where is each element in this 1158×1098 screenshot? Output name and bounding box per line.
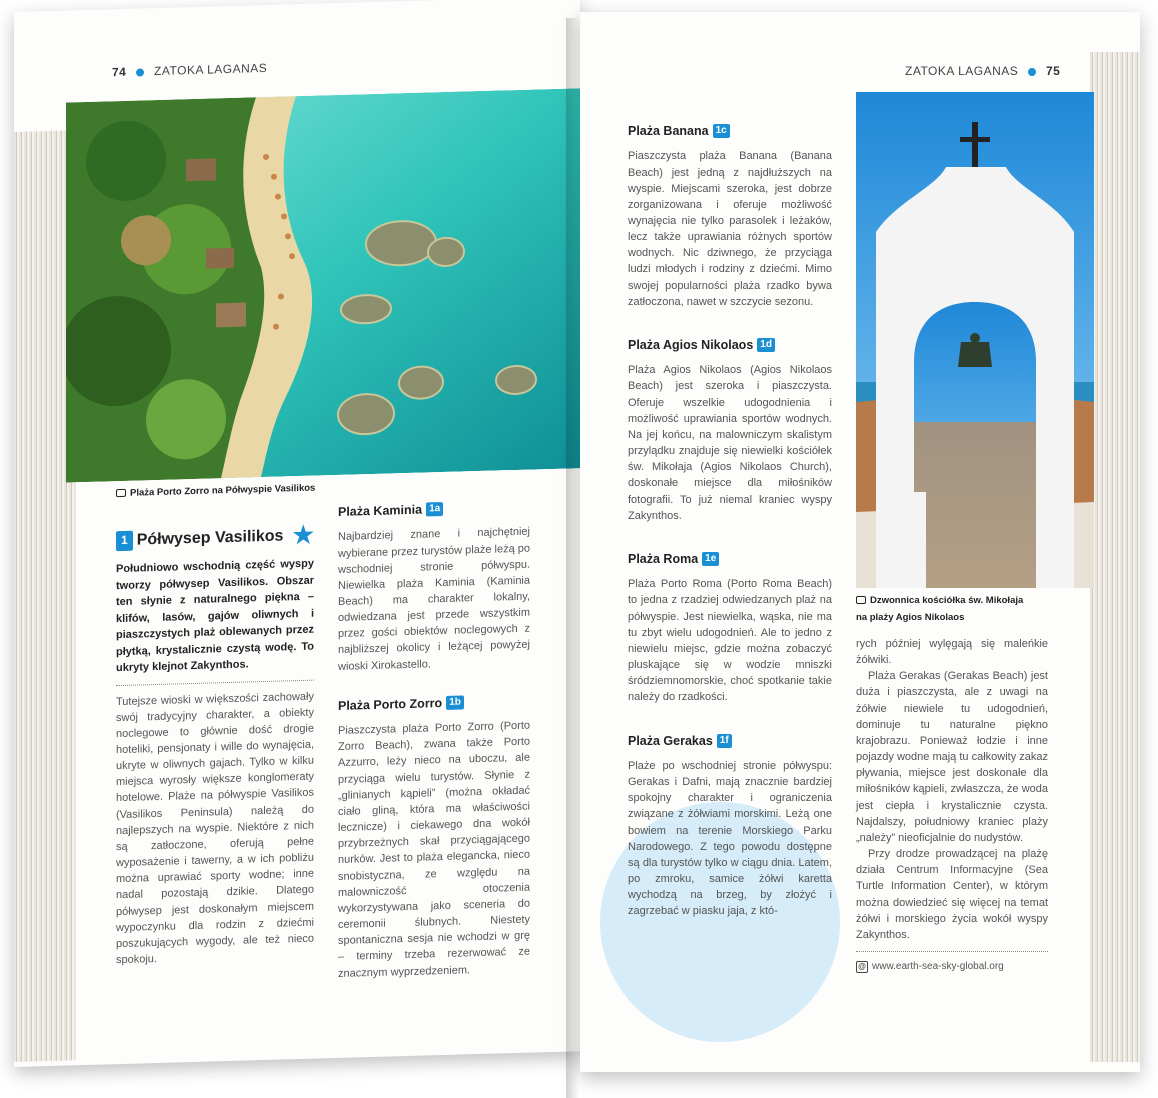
roma-heading — [628, 550, 832, 568]
aerial-beach-photo — [66, 88, 580, 482]
gerakas-title: Plaża Gerakas — [628, 733, 713, 748]
dotted-divider — [116, 679, 314, 686]
porto-zorro-body: Piaszczysta plaża Porto Zorro (Porto Zorro Beach), zwana także Porto Azzurro, leży nieco na uboczu, ale przyciąga wielu turystów. Słynie z „glinianych kąpieli” (można okładać ciało gliną, która ma właściwości lecznicze) i ciekawego dna wokół przybrzeżnych skał przyciągającego nurków. Jest to plaża elegancka, nieco snobistyczna, ze względu na malowniczość otoczenia wykorzystywana jako sceneria do ceremonii ślubnych. Niestety spontaniczna sesja nie wchodzi w grę – terminy trzeba rezerwować ze znacznym wyprzedzeniem. — [338, 719, 530, 980]
gerakas-badge: 1f — [717, 734, 732, 748]
turtle-center-text: Przy drodze prowadzącej na plażę działa Centrum Informacyjne (Sea Turtle Information Center), w którym można dowiedzieć się więcej na temat żółwi i morskiego życia wokół wyspy Zakynthos. — [856, 848, 1048, 941]
section-title-left: ZATOKA LAGANAS — [154, 60, 268, 79]
caption-text: Plaża Porto Zorro na Półwyspie Vasilikos — [130, 482, 316, 499]
header-dot-icon — [1028, 68, 1036, 76]
roma-body: Plaża Porto Roma (Porto Roma Beach) to jedna z rzadziej odwiedzanych plaż na półwyspie. Jest niewielka, wąska, nie ma tu zbyt wielu udogodnień. Ale to jedno z niewielu miejsc, gdzie można zobaczyć pluskające się w wodzie mniszki śródziemnomorskie, choć spotkanie takie należy do rzadkości. — [628, 578, 832, 704]
page-number-left: 74 — [112, 64, 127, 80]
agios-nikolaos-badge: 1d — [757, 338, 775, 352]
page-edges-right — [1090, 52, 1140, 1062]
vasilikos-heading — [116, 521, 314, 554]
bell-tower-photo — [856, 92, 1094, 588]
caption-line-2: na plaży Agios Nikolaos — [856, 612, 965, 624]
roma-badge: 1e — [702, 552, 719, 566]
right-page — [580, 12, 1140, 1072]
porto-zorro-badge: 1b — [446, 695, 464, 709]
bell-tower-illustration — [856, 92, 1094, 588]
star-icon: ★ — [292, 521, 314, 550]
aerial-beach-illustration — [66, 88, 580, 482]
agios-nikolaos-title: Plaża Agios Nikolaos — [628, 337, 754, 352]
left-photo-caption — [116, 482, 315, 501]
website-line — [856, 960, 1048, 975]
section-title-right: ZATOKA LAGANAS — [905, 64, 1019, 78]
banana-body: Piaszczysta plaża Banana (Banana Beach) jest jedną z najdłuższych na wyspie. Miejscami szeroka, jest dobrze zorganizowana i oferuje możliwość wynajęcia nie tylko parasolek i leżaków, lecz także uprawiania różnych sportów wodnych. Nic dziwnego, że przyciąga ludzi młodych i rodziny z dziećmi. Mimo swojej popularności plaża rzadko bywa zatłoczona, nawet w szczycie sezonu. — [628, 150, 832, 308]
right-page-header — [905, 64, 1060, 78]
kaminia-heading — [338, 498, 530, 522]
left-page-header — [112, 61, 267, 79]
porto-zorro-heading — [338, 691, 530, 715]
dotted-divider — [856, 951, 1048, 952]
right-column-1 — [628, 122, 832, 919]
roma-title: Plaża Roma — [628, 551, 699, 566]
kaminia-badge: 1a — [426, 502, 443, 516]
left-page — [14, 0, 580, 1067]
left-column-2 — [338, 498, 530, 982]
vasilikos-body: Tutejsze wioski w większości zachowały swój tradycyjny charakter, a obiekty noclegowe to głównie dość drogie hoteliki, pensjonaty i wille do wynajęcia, ukryte w oliwnych gajach. Tylko w kilku miejsca wyrosły większe konglomeraty hotelowe. Plaże na półwyspie Vasilikos (Vasilikos Peninsula) należą do najlepszych na wyspie. Niektóre z nich są zatłoczone, oferują pełne wyposażenie i tawerny, a w ich pobliżu można uprawiać sporty wodne; inne nadal pozostają dzikie. Dlatego półwysep jest doskonałym miejscem wypoczynku dla rodzin z dziećmi poszukujących wygody, ale też nieco spokoju. — [116, 690, 314, 967]
at-icon: @ — [856, 961, 868, 973]
gerakas-body: Plaże po wschodniej stronie półwyspu: Gerakas i Dafni, mają znacznie bardziej spokojny charakter i ograniczenia związane z żółwiami morskimi. Leżą one bowiem na terenie Morskiego Parku Narodowego. Z tego powodu dostępne są dla turystów tylko w ciągu dnia. Latem, po zmroku, samice żółwi karetta wychodzą na brzeg, by złożyć i zagrzebać w piasku jaja, z któ- — [628, 759, 832, 918]
gerakas-heading — [628, 732, 832, 750]
banana-title: Plaża Banana — [628, 124, 709, 138]
porto-zorro-title: Plaża Porto Zorro — [338, 695, 443, 713]
caption-line-1: Dzwonnica kościółka św. Mikołaja — [870, 595, 1024, 606]
gerakas-continued: rych później wylęgają się maleńkie żółwiki. — [856, 638, 1048, 667]
right-photo-caption — [856, 594, 1023, 625]
right-column-2 — [856, 636, 1048, 975]
vasilikos-lead: Południowo wschodnią część wyspy tworzy półwysep Vasilikos. Obszar ten słynie z naturalnego piękna – klifów, lasów, gajów oliwnych i piaszczystych plaż oblewanych przez płytką, krystalicznie czystą wodę. To ukryty klejnot Zakynthos. — [116, 557, 314, 675]
section-number-badge: 1 — [116, 531, 133, 551]
camera-icon — [116, 489, 126, 497]
vasilikos-title: Półwysep Vasilikos — [136, 527, 284, 549]
book-spine-shadow — [566, 18, 588, 1098]
banana-badge: 1c — [713, 124, 730, 138]
camera-icon — [856, 596, 866, 604]
page-number-right: 75 — [1045, 64, 1061, 78]
kaminia-title: Plaża Kaminia — [338, 502, 423, 519]
gerakas-description: Plaża Gerakas (Gerakas Beach) jest duża i piaszczysta, ale z uwagi na żółwie niewiele tu udogodnień, dominuje tu naturalne piękno krajobrazu. Ponieważ łodzie i inne pojazdy wodne mają tu całkowity zakaz pływania, miejsce jest doskonałe dla miłośników kąpieli, zwłaszcza, że woda jest ciepła i krystalicznie czysta. Najdalszy, południowy kraniec plaży „należy” nieoficjalnie do nudystów. — [856, 670, 1048, 844]
website-link[interactable]: www.earth-sea-sky-global.org — [872, 960, 1004, 972]
header-dot-icon — [136, 68, 144, 76]
agios-nikolaos-body: Plaża Agios Nikolaos (Agios Nikolaos Beach) jest szeroka i piaszczysta. Oferuje wszelkie udogodnienia i możliwość uprawiania sportów wodnych. Na jej końcu, na malowniczym skalistym przylądku znajduje się niewielki kościółek św. Mikołaja (Agios Nikolaos Church), doskonałe miejsce dla miłośników fotografii. To już niemal kraniec wyspy Zakynthos. — [628, 364, 832, 522]
banana-heading — [628, 122, 832, 140]
kaminia-body: Najbardziej znane i najchętniej wybierane przez turystów plaże leżą po wschodniej stronie półwyspu. Niewielka plaża Kaminia (Kaminia Beach) ma charakter lokalny, odwiedzana jest przede wszystkim przez gości obiektów noclegowych z najbliższej okolicy i leżącej powyżej wioski Xirokastello. — [338, 525, 530, 673]
vasilikos-column — [116, 521, 314, 969]
agios-nikolaos-heading — [628, 336, 832, 354]
